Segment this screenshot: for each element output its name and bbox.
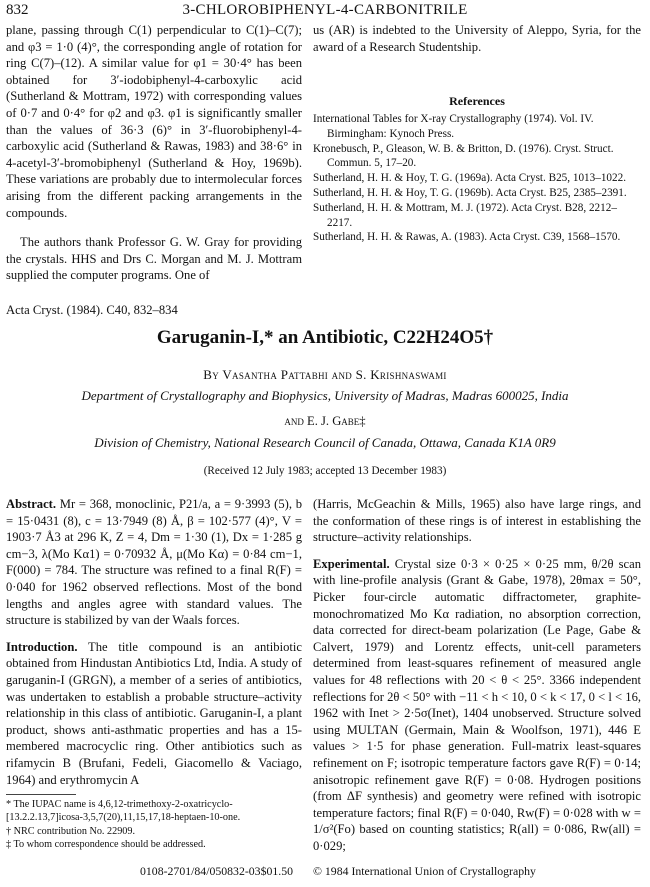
introduction-text: The title compound is an antibiotic obtained from Hindustan Antibiotics Ltd, India. A study of garuganin-I (GRGN), a member of a series of antibiotics, was undertaken to establish a probable structure–activity relationship in this class of antibiotic. Garuganin-I, a plant product, shows anti-asthmatic properties and has a 15-membered macrocyclic ring. Other antibiotics such as rifamycin B (Brufani, Fedeli, Giacomello & Vaciago, 1964) and erythromycin A [6,639,302,787]
experimental-label: Experimental. [313,556,390,571]
reference-item: International Tables for X-ray Crystallography (1974). Vol. IV. Birmingham: Kynoch Press. [313,113,594,140]
introduction-label: Introduction. [6,639,78,654]
article-citation: Acta Cryst. (1984). C40, 832–834 [6,303,178,317]
footnote-rule [6,794,76,795]
abstract [6,496,302,629]
footnote-iupac: * The IUPAC name is 4,6,12-trimethoxy-2-oxatricyclo-[13.2.2.13,7]icosa-3,5,7(20),11,15,17,18-heptaen-10-one. [6,799,241,824]
reference-item: Sutherland, H. H. & Hoy, T. G. (1969a). Acta Cryst. B25, 1013–1022. [313,172,627,185]
introduction-continued: (Harris, McGeachin & Mills, 1965) also have large rings, and the conformation of these rings is of interest in establishing the structure–activity relationships. [313,497,641,545]
reference-item: Sutherland, H. H. & Rawas, A. (1983). Acta Cryst. C39, 1568–1570. [313,231,621,244]
references-heading: References [449,94,505,108]
copyright: © 1984 International Union of Crystallography [313,864,536,878]
reference-item: Kronebusch, P., Gleason, W. B. & Britton, D. (1976). Cryst. Struct. Commun. 5, 17–20. [313,142,614,170]
footnotes [6,798,302,852]
article-left-column [6,496,302,788]
additional-author: and E. J. Gabe‡ [284,414,366,428]
experimental-text: Crystal size 0·3 × 0·25 × 0·25 mm, θ/2θ scan with line-profile analysis (Grant & Gabe, 1978), 2θmax = 50°, Picker four-circle automatic diffractometer, graphite-monochromatized Mo Kα radiation, no absorption correction, data corrected for direct-beam polarization (Le Page, Gabe & Calvert, 1979) and Lorentz effects, unit-cell parameters determined from least-squares refinement of measured angle values for 48 reflections with 20 < θ < 25°. 3366 independent reflections for 2θ < 50° with −11 < h < 10, 0 < k < 17, 0 < l < 16, 1962 with Inet > 2·5σ(Inet), 1404 unobserved. Structure solved using MULTAN (Germain, Main & Woolfson, 1971), 446 E values > 1·5 for phase generation. Full-matrix least-squares refinement on F; isotropic temperature factors gave R(F) = 0·14; anisotropic refinement gave R(F) = 0·08. Hydrogen positions (from ΔF synthesis) and geometry were refined with isotropic temperature factors; final R(F) = 0·040, Rw(F) = 0·028 with w = 1/σ²(Fo) based on counting statistics; R(all) = 0·086, Rw(all) = 0·029; [313,556,642,853]
article-title: Garuganin-I,* an Antibiotic, C22H24O5† [156,327,494,348]
page-number: 832 [6,2,29,18]
affiliation-nrc: Division of Chemistry, National Research Council of Canada, Ottawa, Canada K1A 0R9 [94,435,556,450]
introduction [6,639,302,788]
running-title: 3-CHLOROBIPHENYL-4-CARBONITRILE [182,2,468,18]
issn-line: 0108-2701/84/050832-03$01.50 [140,864,294,878]
abstract-text: Mr = 368, monoclinic, P21/a, a = 9·3993 (5), b = 15·0431 (8), c = 13·7949 (8) Å, β = 102·577 (4)°, V = 1903·7 Å3 at 296 K, Z = 4, Dm = 1·30 (1), Dx = 1·285 g cm−3, λ(Mo Kα1) = 0·70932 Å, μ(Mo Kα) = 0·84 cm−1, F(000) = 784. The structure was refined to a final R(F) = 0·040 for 1962 observed reflections. Most of the bond lengths and angles agree with standard values. The structure is stabilized by van der Waals forces. [6,497,302,628]
reference-item: Sutherland, H. H. & Hoy, T. G. (1969b). Acta Cryst. B25, 2385–2391. [313,186,627,199]
prev-article-right-column [313,22,641,55]
reference-item: Sutherland, H. H. & Mottram, M. J. (1972). Acta Cryst. B28, 2212–2217. [313,201,617,229]
prev-article-paragraph: plane, passing through C(1) perpendicular to C(1)–C(7); and φ3 = 1·0 (4)°, the corresponding angle of rotation for ring C(7)–(12). A similar value for φ1 = 30·4° has been obtained for 3′-iodobiphenyl-4-carboxylic acid (Sutherland & Mottram, 1972) with corresponding values of 0·7 and 0·4° for φ2 and φ3. φ1 is significantly smaller than the values of 36·3 (6)° in 3′-fluorobiphenyl-4-carboxylic acid (Sutherland & Rawas, 1983) and 38·6° in 4-acetyl-3′-bromobiphenyl (Sutherland & Hoy, 1969b). These variations are probably due to intermolecular forces arising from the different packing arrangements in the compounds. [6,23,302,220]
received-dates: (Received 12 July 1983; accepted 13 December 1983) [203,465,447,477]
footnote-nrc: † NRC contribution No. 22909. [6,825,136,837]
references-list [313,112,641,245]
acknowledgements: The authors thank Professor G. W. Gray for providing the crystals. HHS and Drs C. Morgan and M. J. Mottram supplied the computer programs. One of [6,235,302,283]
authors: By Vasantha Pattabhi and S. Krishnaswami [203,367,447,382]
experimental [313,556,641,855]
prev-article-left-column [6,22,302,284]
affiliation-madras: Department of Crystallography and Biophysics, University of Madras, Madras 600025, India [81,388,569,403]
footnote-correspondence: ‡ To whom correspondence should be addressed. [6,839,206,851]
prev-article-continuation: us (AR) is indebted to the University of Aleppo, Syria, for the award of a Research Studentship. [313,23,641,54]
article-right-column [313,496,641,854]
abstract-label: Abstract. [6,497,57,511]
